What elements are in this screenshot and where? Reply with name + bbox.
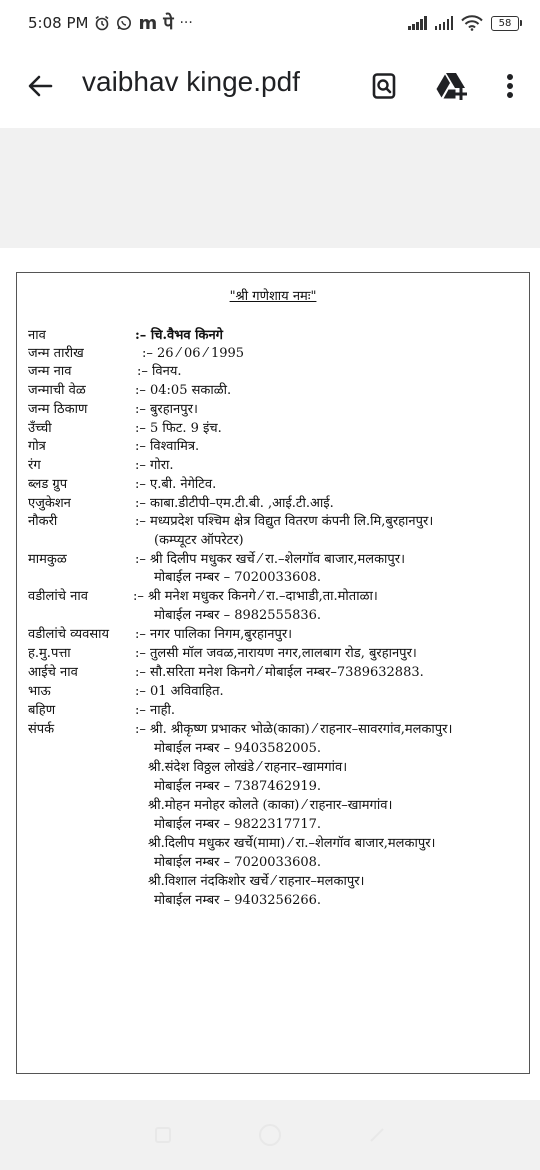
field-value: मोबाईल नम्बर – 8982555836. bbox=[154, 608, 322, 623]
field-label: ब्लड ग्रुप bbox=[28, 477, 68, 492]
field-value: मोबाईल नम्बर – 9822317717. bbox=[154, 817, 322, 832]
field-label: रंग bbox=[28, 458, 41, 473]
field-label: गोत्र bbox=[28, 439, 46, 454]
field-label: भाऊ bbox=[28, 684, 51, 699]
signal-1-icon bbox=[408, 16, 427, 30]
add-to-drive-button[interactable] bbox=[432, 66, 472, 106]
pdf-page[interactable] bbox=[0, 248, 540, 1100]
field-label: एजुकेशन bbox=[28, 496, 71, 511]
field-value: :– गोरा. bbox=[135, 458, 174, 473]
invocation-heading: "श्री गणेशाय नमः" bbox=[229, 289, 317, 304]
field-value: मोबाईल नम्बर – 9403582005. bbox=[154, 741, 322, 756]
navigation-bar bbox=[0, 1100, 540, 1170]
field-label: जन्म नाव bbox=[28, 364, 72, 379]
pdf-viewer[interactable] bbox=[0, 128, 540, 1170]
field-label: नौकरी bbox=[28, 514, 58, 529]
field-value: श्री.मोहन मनोहर कोलते (काका) ⁄ राहनार–खामगांव। bbox=[148, 798, 393, 813]
whatsapp-icon bbox=[116, 15, 132, 31]
battery-level: 58 bbox=[491, 16, 519, 31]
field-label: जन्माची वेळ bbox=[28, 383, 86, 398]
field-value: श्री.विशाल नंदकिशोर खर्चे ⁄ राहनार–मलकापुर। bbox=[148, 874, 365, 889]
search-doc-icon bbox=[372, 73, 396, 99]
more-vert-icon bbox=[506, 73, 514, 99]
back-icon bbox=[367, 1125, 387, 1145]
field-label: आईचे नाव bbox=[28, 665, 78, 680]
field-value: :– नाही. bbox=[135, 703, 175, 718]
more-options-button[interactable] bbox=[490, 66, 530, 106]
biodata-frame bbox=[16, 272, 530, 1074]
carrier-m-icon: m bbox=[138, 12, 158, 34]
drive-add-icon bbox=[435, 71, 469, 101]
field-value: :– श्री. श्रीकृष्ण प्रभाकर भोळे(काका) ⁄ राहनार–सावरगांव,मलकापुर। bbox=[135, 722, 453, 737]
field-value: :– 26 ⁄ 06 ⁄ 1995 bbox=[142, 346, 245, 361]
field-value: (कम्प्यूटर ऑपरेटर) bbox=[154, 533, 244, 548]
wifi-icon bbox=[461, 15, 483, 31]
field-value: :– श्री दिलीप मधुकर खर्चे ⁄ रा.–शेलगॉव बाजार,मलकापुर। bbox=[135, 552, 406, 567]
field-label: उँच्ची bbox=[28, 421, 52, 436]
alarm-icon bbox=[94, 15, 110, 31]
file-title: vaibhav kinge.pdf bbox=[82, 66, 300, 97]
field-label: जन्म ठिकाण bbox=[28, 402, 88, 417]
field-label: नाव bbox=[28, 328, 46, 343]
field-label: वडीलांचे नाव bbox=[28, 589, 88, 604]
field-label: वडीलांचे व्यवसाय bbox=[28, 627, 110, 642]
field-value: :– श्री मनेश मधुकर किनगे ⁄ रा.–दाभाडी,ता.मोताळा। bbox=[133, 589, 378, 604]
field-value: श्री.दिलीप मधुकर खर्चे(मामा) ⁄ रा.–शेलगॉव बाजार,मलकापुर। bbox=[148, 836, 436, 851]
field-label: ह.मु.पत्ता bbox=[28, 646, 71, 661]
field-value: :– मध्यप्रदेश पश्चिम क्षेत्र विद्युत वितरण कंपनी लि.मि,बुरहानपुर। bbox=[135, 514, 434, 529]
recents-icon bbox=[153, 1125, 173, 1145]
field-value: :– 5 फिट. 9 इंच. bbox=[135, 421, 222, 436]
field-value: :– सौ.सरिता मनेश किनगे ⁄ मोबाईल नम्बर–7389632883. bbox=[135, 665, 424, 680]
field-value: मोबाईल नम्बर – 9403256266. bbox=[154, 893, 322, 908]
field-value: :– काबा.डीटीपी–एम.टी.बी. ,आई.टी.आई. bbox=[135, 496, 334, 511]
field-value: श्री.संदेश विठ्ठल लोखंडे ⁄ राहनार–खामगांव। bbox=[148, 760, 348, 775]
field-value: :– विनय. bbox=[137, 364, 182, 379]
field-value: :– नगर पालिका निगम,बुरहानपुर। bbox=[135, 627, 293, 642]
system-back-button[interactable] bbox=[362, 1120, 392, 1150]
recents-button[interactable] bbox=[148, 1120, 178, 1150]
field-value: :– तुलसी मॉल जवळ,नारायण नगर,लालबाग रोड, बुरहानपुर। bbox=[135, 646, 417, 661]
home-button[interactable] bbox=[255, 1120, 285, 1150]
find-in-document-button[interactable] bbox=[364, 66, 404, 106]
battery-icon bbox=[491, 16, 522, 31]
field-value: मोबाईल नम्बर – 7387462919. bbox=[154, 779, 322, 794]
more-notifications-icon: ··· bbox=[179, 15, 193, 31]
status-bar bbox=[0, 0, 540, 46]
signal-2-icon bbox=[435, 16, 454, 30]
field-value: :– ए.बी. नेगेटिव. bbox=[135, 477, 217, 492]
field-value: मोबाईल नम्बर – 7020033608. bbox=[154, 855, 322, 870]
back-arrow-icon bbox=[27, 74, 53, 98]
field-value: :– 04:05 सकाळी. bbox=[135, 383, 232, 398]
field-value: :– विश्वामित्र. bbox=[135, 439, 200, 454]
field-label: बहिण bbox=[28, 703, 56, 718]
home-icon bbox=[257, 1122, 283, 1148]
back-button[interactable] bbox=[22, 68, 58, 104]
app-bar bbox=[0, 46, 540, 128]
status-time: 5:08 PM bbox=[28, 14, 89, 32]
field-value: :– चि.वैभव किनगे bbox=[135, 328, 223, 343]
field-value: मोबाईल नम्बर – 7020033608. bbox=[154, 570, 322, 585]
field-label: मामकुळ bbox=[28, 552, 67, 567]
field-value: :– 01 अविवाहित. bbox=[135, 684, 224, 699]
field-label: संपर्क bbox=[28, 722, 55, 737]
phonepe-icon: पे bbox=[163, 13, 174, 34]
field-value: :– बुरहानपुर। bbox=[135, 402, 198, 417]
field-label: जन्म तारीख bbox=[28, 346, 84, 361]
